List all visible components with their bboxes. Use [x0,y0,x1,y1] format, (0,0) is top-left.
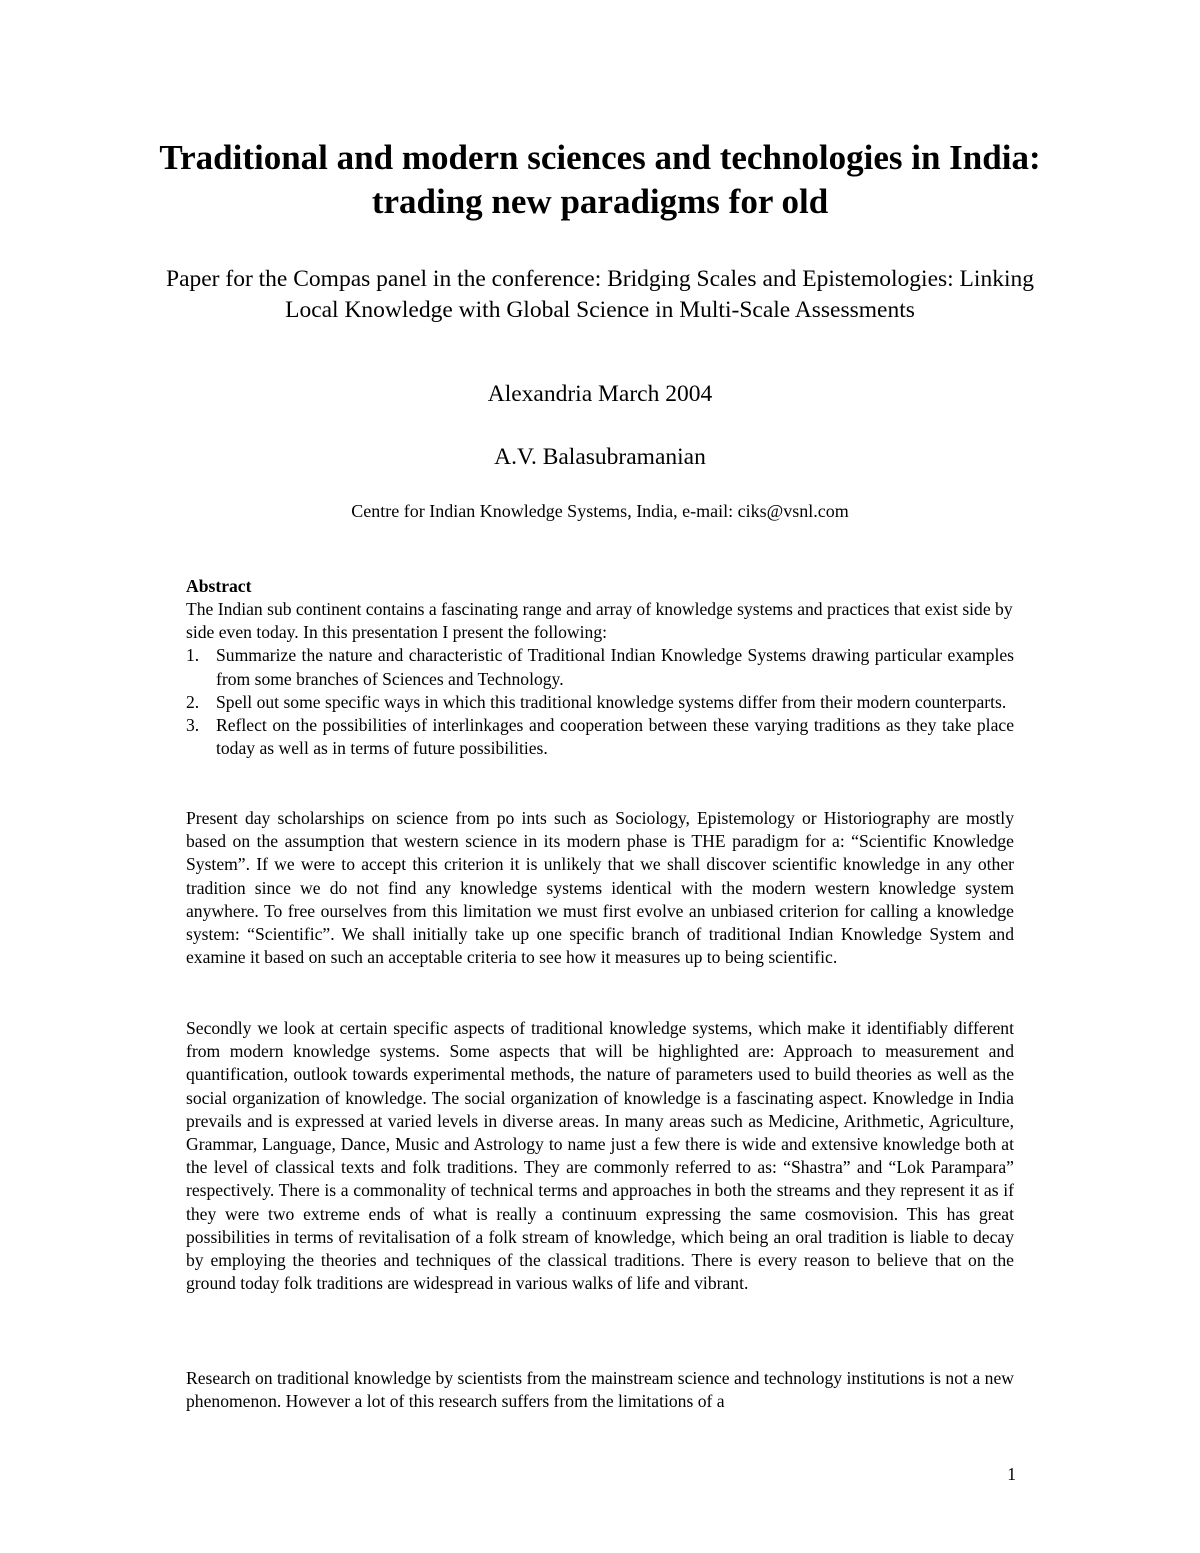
abstract-intro: The Indian sub continent contains a fascinating range and array of knowledge systems and practices that exist side by side even today. In this presentation I present the following: [186,599,1013,643]
list-item-text: Spell out some specific ways in which this traditional knowledge systems differ from their modern counterparts. [216,691,1007,712]
list-item-number: 3. [186,715,200,736]
list-item [186,714,1014,760]
paper-title: Traditional and modern sciences and technologies in India: trading new paradigms for old [159,138,1041,221]
paper-subtitle: Paper for the Compas panel in the conference: Bridging Scales and Epistemologies: Linking Local Knowledge with Global Science in Multi-Scale Assessments [166,266,1034,323]
body-paragraph-3: Research on traditional knowledge by scientists from the mainstream science and technology institutions is not a new phenomenon. However a lot of this research suffers from the limitations of a [186,1368,1014,1412]
list-item-text: Reflect on the possibilities of interlinkages and cooperation between these varying traditions as they take place today as well as in terms of future possibilities. [216,715,1014,759]
author-name: A.V. Balasubramanian [494,444,706,470]
list-item [186,691,1014,714]
abstract-heading: Abstract [186,576,252,596]
body-paragraph-1: Present day scholarships on science from po ints such as Sociology, Epistemology or Historiography are mostly based on the assumption that western science in its modern phase is THE paradigm for a: “Scientific Knowledge System”. If we were to accept this criterion it is unlikely that we shall discover scientific knowledge in any other tradition since we do not find any knowledge systems identical with the modern western knowledge system anywhere. To free ourselves from this limitation we must first evolve an unbiased criterion for calling a knowledge system: “Scientific”. We shall initially take up one specific branch of traditional Indian Knowledge System and examine it based on such an acceptable criteria to see how it measures up to being scientific. [186,808,1014,968]
list-item [186,644,1014,690]
abstract-points-list [186,644,1014,760]
abstract-section [186,574,1014,760]
body-paragraph-2: Secondly we look at certain specific aspects of traditional knowledge systems, which make it identifiably different from modern knowledge systems. Some aspects that will be highlighted are: Approach to measurement and quantification, outlook towards experimental methods, the nature of parameters used to build theories as well as the social organization of knowledge. The social organization of knowledge is a fascinating aspect. Knowledge in India prevails and is expressed at varied levels in diverse areas. In many areas such as Medicine, Arithmetic, Agriculture, Grammar, Language, Dance, Music and Astrology to name just a few there is wide and extensive knowledge both at the level of classical texts and folk traditions. They are commonly referred to as: “Shastra” and “Lok Parampara” respectively. There is a commonality of technical terms and approaches in both the streams and they represent it as if they were two extreme ends of what is really a continuum expressing the same cosmovision. This has great possibilities in terms of revitalisation of a folk stream of knowledge, which being an oral tradition is liable to decay by employing the theories and techniques of the classical traditions. There is every reason to believe that on the ground today folk traditions are widespread in various walks of life and vibrant. [186,1018,1014,1294]
date-line: Alexandria March 2004 [487,381,713,407]
list-item-text: Summarize the nature and characteristic of Traditional Indian Knowledge Systems drawing particular examples from some branches of Sciences and Technology. [216,645,1014,689]
author-affiliation: Centre for Indian Knowledge Systems, India, e-mail: ciks@vsnl.com [351,501,849,521]
page-number: 1 [1007,1464,1016,1484]
list-item-number: 1. [186,645,200,666]
list-item-number: 2. [186,691,200,712]
